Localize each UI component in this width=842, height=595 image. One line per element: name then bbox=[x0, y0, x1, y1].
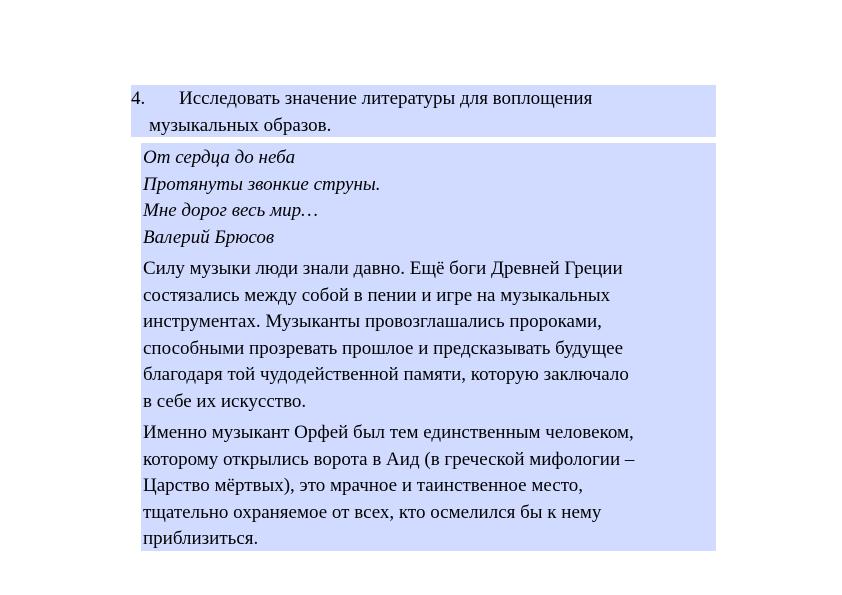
poem-line: Протянуты звонкие струны. bbox=[143, 173, 381, 195]
paragraph-line: инструментах. Музыканты провозглашались пророками, bbox=[143, 311, 602, 333]
poem-epigraph bbox=[143, 145, 381, 251]
heading-block bbox=[131, 85, 716, 137]
paragraph-1 bbox=[143, 256, 629, 416]
poem-author: Валерий Брюсов bbox=[143, 226, 275, 248]
poem-line: От сердца до неба bbox=[143, 147, 296, 168]
paragraph-line: способными прозревать прошлое и предсказывать будущее bbox=[143, 337, 624, 359]
paragraph-line: благодаря той чудодейственной памяти, которую заключало bbox=[143, 364, 629, 386]
paragraph-2 bbox=[143, 420, 634, 553]
paragraph-line: Силу музыки люди знали давно. Ещё боги Древней Греции bbox=[143, 258, 623, 279]
paragraph-line: Именно музыкант Орфей был тем единственным человеком, bbox=[143, 422, 634, 443]
paragraph-line: Царство мёртвых), это мрачное и таинственное место, bbox=[143, 475, 584, 497]
paragraph-line: в себе их искусство. bbox=[143, 390, 307, 412]
text-body-block bbox=[141, 143, 716, 551]
paragraph-line: состязались между собой в пении и игре на музыкальных bbox=[143, 284, 611, 306]
heading-line-2: музыкальных образов. bbox=[149, 115, 332, 136]
paragraph-line: которому открылись ворота в Аид (в греческой мифологии – bbox=[143, 448, 635, 470]
heading-line-1: Исследовать значение литературы для воплощения bbox=[179, 88, 593, 109]
paragraph-line: приблизиться. bbox=[143, 528, 259, 550]
paragraph-line: тщательно охраняемое от всех, кто осмелился бы к нему bbox=[143, 501, 602, 523]
poem-line: Мне дорог весь мир… bbox=[143, 200, 318, 222]
heading-number: 4. bbox=[131, 88, 146, 109]
